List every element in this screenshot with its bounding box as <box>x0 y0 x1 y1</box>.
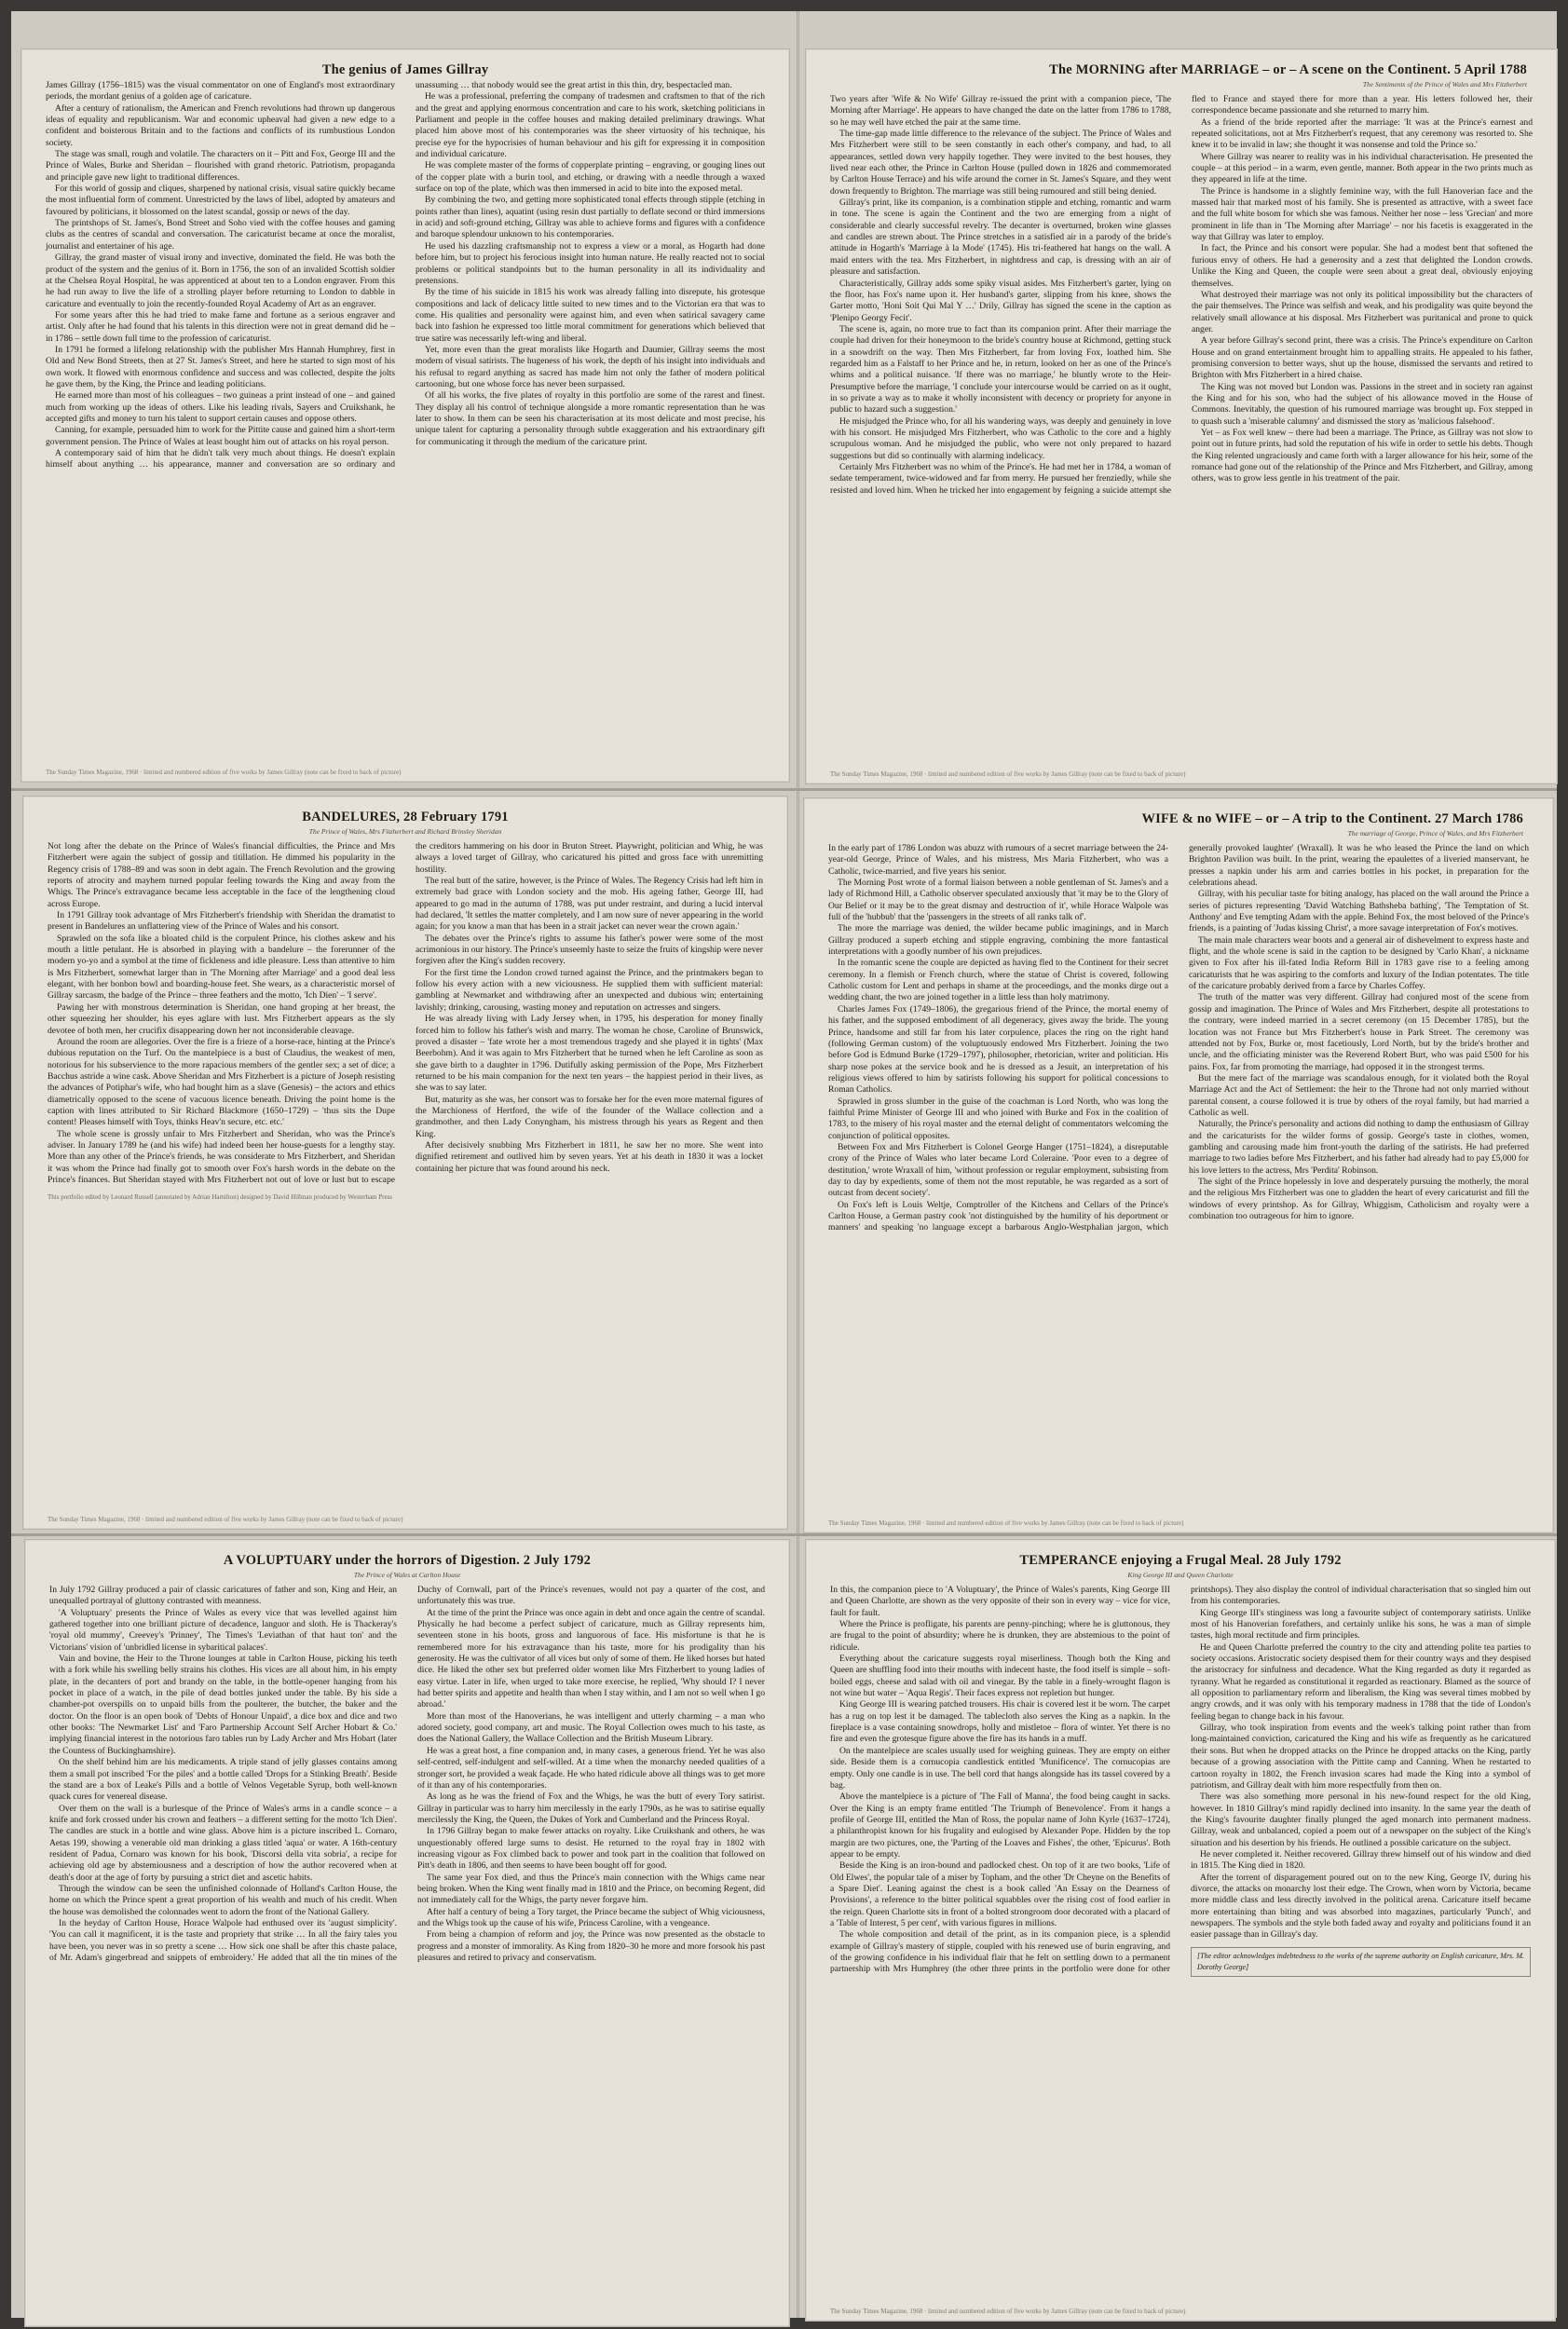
body-paragraph: Yet, more even than the great moralists like Hogarth and Daumier, Gillray seems the most modern of visual satirists. The hugeness of his work, the depth of his insight into individuals and his refusal to regard anything as sacred has made him not only the father of modern political cartooning, but one whose force has never been surpassed. <box>416 344 765 389</box>
body-paragraph: In 1791 he formed a lifelong relationship with the publisher Mrs Hannah Humphrey, first in Old and New Bond Streets, then at 27 St. James's Street, and here he started to sign most of his own work. It flowed with enormous confidence and success and was collected, despite the jolts he gave them, by the King, the Prince and leading politicians. <box>46 344 395 389</box>
editor-acknowledgement: [The editor acknowledges indebtedness to the works of the supreme authority on English caricature, Mrs. M. Dorothy George] <box>1191 1947 1531 1978</box>
body-paragraph: Naturally, the Prince's personality and actions did nothing to damp the enthusiasm of Gillray and the caricaturists for the wilder forms of gossip. George's taste in clothes, women, gambling and carousing made him front-youth the darling of the satirists. He had preferred marriage to two ladies before Mrs Fitzherbert, and his father had already had to pay £5,000 for his love letters to the actress, Mrs 'Perdita' Robinson. <box>1189 1119 1529 1176</box>
body-paragraph: He and Queen Charlotte preferred the country to the city and attending polite tea parties to society occasions. Aristocratic society despised them for their country ways and they despised the aristocracy for sinfulness and decadence. What the King regarded as duty it regarded as tyranny. What he regarded as constitutional it regarded as reactionary. Blamed as the source of all opposition to parliamentary reform and liberalism, the King was several times mobbed by angry crowds, and it was only with his temporary madness in 1788 that the tide of London's feeling began to change back in his favour. <box>1191 1641 1531 1722</box>
panel-footer: The Sunday Times Magazine, 1968 · limited and numbered edition of five works by James Gillray (note can be fixed to back of picture) <box>48 1516 403 1523</box>
body-paragraph: Everything about the caricature suggests royal miserliness. Though both the King and Queen are shuffling food into their mouths with indecent haste, the food itself is simple – soft-boiled eggs, cheese and salad with oil and vinegar. By the table in a finely-wrought flagon is not wine but water – 'Aqua Regis'. Their faces express not repletion but hunger. <box>830 1654 1170 1699</box>
panel-subtitle: The Sentiments of the Prince of Wales and Mrs Fitzherbert <box>1362 80 1527 89</box>
body-paragraph: Charles James Fox (1749–1806), the gregarious friend of the Prince, the mortal enemy of his father, and the supposed embodiment of all degeneracy, gives away the bride. The young Prince, handsome and still far from his later corpulence, places the ring on the right hand (following German custom) of the voluptuously endowed Mrs Fitzherbert. Joining the two before God is Edmund Burke (1729–1797), philosopher, rhetorician, writer and politician. His sharp nose pokes at the service book and he is dressed as a Jesuit, an interpretation of his religious views offered to him by satirists following his support for political concessions to Roman Catholics. <box>828 1003 1168 1096</box>
fold-crease-horizontal-top <box>11 788 1557 791</box>
body-paragraph: As a friend of the bride reported after the marriage: 'It was at the Prince's earnest and repeated solicitations, not at Mrs Fitzherbert's request, that any ceremony was resorted to. She knew it to be invalid in law; she thought it was nonsense and told the Prince so.' <box>1192 116 1533 151</box>
body-paragraph: After a century of rationalism, the American and French revolutions had thrown up dangerous ideas of equality and republicanism. War and economic upheaval had given a new edge to a confident and boisterous Britain and to the factions and conflicts of its rumbustious London society. <box>46 102 395 148</box>
body-paragraph: Yet – as Fox well knew – there had been a marriage. The Prince, as Gillray was not slow to point out in future prints, had sold the reputation of his wife in order to settle his debts. Though the King relented ungraciously and came forth with a larger allowance for his heir, some of the romance had gone out of the relationship of the Prince and Mrs Fitzherbert, and Gillray, among others, was to grow less gentle in his treatment of the pair. <box>1192 427 1533 484</box>
body-paragraph: He was a great host, a fine companion and, in many cases, a generous friend. Yet he was also self-centred, self-indulgent and self-willed. At a time when the monarchy needed qualities of a stronger sort, he provided a weak façade. He who hated ridicule above all things was to get more of it than any of his contemporaries. <box>417 1745 765 1791</box>
panel-body <box>49 1585 765 1964</box>
body-paragraph: Through the window can be seen the unfinished colonnade of Holland's Carlton House, the home on which the Prince spent a great proportion of his wealth and much of his credit. When the house was demolished the colonnades went to adorn the front of the National Gallery. <box>49 1883 397 1917</box>
panel-subtitle: The Prince of Wales, Mrs Fitzherbert and Richard Brinsley Sheridan <box>308 827 502 836</box>
body-paragraph: He misjudged the Prince who, for all his wandering ways, was deeply and genuinely in love with his consort. He misjudged Mrs Fitzherbert, who was Catholic to the core and a highly scrupulous woman. And he misjudged the public, who were not only prepared to hazard suggestions but did so continually with alarming indelicacy. <box>830 415 1171 461</box>
body-paragraph: Sprawled on the sofa like a bloated child is the corpulent Prince, his clothes askew and his mouth a little petulant. He is absorbed in playing with a bandelure – the forerunner of the modern yo-yo and a symbol at the time of fickleness and idle pleasure. Less than attentive to him is Mrs Fitzherbert, somewhat larger than in 'The Morning after Marriage' and a good deal less elegant, with her bonbon bowl and boarding-house feet. She wears, as a characteristic morsel of Gillray sarcasm, the badge of the Prince – three feathers and the motto, 'Ich Dien' – 'I serve'. <box>48 933 395 1001</box>
body-paragraph: Vain and bovine, the Heir to the Throne lounges at table in Carlton House, picking his teeth with a fork while his swelling belly strains his clothes. His vices are all about him, in his empty plate, in the decanters of port and brandy on the table, in the bottle-opener hanging from his pocket in place of a watch, in the pile of dead bottles junked under the table. By his side a chamber-pot overspills on to unpaid bills from the poulterer, the butcher, the baker and the doctor. On the floor is an open book of 'Debts of Honour Unpaid', a dice box and dice and two other books: 'The Newmarket List' and 'Faro Partnership Account Self Archer Hobart & Co.' implying financial interest in the notorious faro tables run by Lady Archer and Mrs Hobart (later the Countess of Buckinghamshire). <box>49 1654 397 1756</box>
body-paragraph: The King was not moved but London was. Passions in the street and in society ran against the King and for his son, who had the subject of his allowance moved in the House of Commons. Inevitably, the question of his rumoured marriage was brought up. Fox stepped in to quash such a 'miserable calumny' and dismissed the story as 'malicious falsehood'. <box>1192 381 1533 427</box>
body-paragraph: Of all his works, the five plates of royalty in this portfolio are some of the rarest and finest. They display all his control of technique alongside a more romantic representation than he was later to show. In them can be seen his characterisation at its most delicate and most precise, his unique talent for capturing a personality through subtle exaggeration and his extraordinary gift for communicating it through the medium of the caricature print. <box>416 390 765 447</box>
body-paragraph: But the mere fact of the marriage was scandalous enough, for it violated both the Royal Marriage Act and the Act of Settlement: the heir to the Throne had not only married without parental consent, a course followed it is true by others of the royal family, but had married a Catholic as well. <box>1189 1072 1529 1118</box>
body-paragraph: Characteristically, Gillray adds some spiky visual asides. Mrs Fitzherbert's garter, lying on the floor, has Fox's name upon it. Her husband's garter, slipping from his knee, shows the Garter motto, 'Honi Soit Qui Mal Y …' Drily, Gillray has signed the scene in the caption as 'Plenipo Georgy Fecit'. <box>830 278 1171 323</box>
body-paragraph: Gillray's print, like its companion, is a combination stipple and etching, romantic and warm in tone. The scene is again the Continent and the two are emerging from a night of considerable and clearly successful revelry. The decanter is overturned, broken wine glasses and candles are strewn about. The Prince stretches in a satisfied air in a parody of the bride's attitude in Hogarth's 'Marriage à la Mode' (1745). His tri-feathered hat hangs on the wall. A maid enters with the tea. Mrs Fitzherbert, in nightdress and cap, is dressing with an air of pleasure and satisfaction. <box>830 197 1171 278</box>
body-paragraph: Beside the King is an iron-bound and padlocked chest. On top of it are two books, 'Life of Old Elwes', the popular tale of a miser by Topham, and the other 'Dr Cheyne on the Benefits of a Spare Diet'. Leaning against the chest is a book called 'An Essay on the Dearness of Provisions', a reference to the bitter political squabbles over the rising cost of food earlier in the reign. Queen Charlotte sits in front of a bolted strongroom door decorated with a placard of a 'Table of Interest, 5 per cent', with various figures in millions. <box>830 1860 1170 1928</box>
portfolio-credit: This portfolio edited by Leonard Russell (annotated by Adrian Hamilton) designed by David Hillman produced by Westerham Press <box>48 1193 393 1202</box>
panel-subtitle: The Prince of Wales at Carlton House <box>353 1571 461 1579</box>
panel-title: The MORNING after MARRIAGE – or – A scene on the Continent. 5 April 1788 <box>1049 62 1527 77</box>
body-paragraph: He earned more than most of his colleagues – two guineas a print instead of one – and gained much from working up the ideas of others. Like his leading rivals, Sayers and Cruikshank, he accepted gifts and money to turn his talent to support certain causes and oppose others. <box>46 390 395 424</box>
panel-title: WIFE & no WIFE – or – A trip to the Continent. 27 March 1786 <box>1141 811 1523 826</box>
fold-crease-horizontal-bottom <box>11 1533 1557 1536</box>
panel-body <box>48 841 763 1204</box>
body-paragraph: In this, the companion piece to 'A Voluptuary', the Prince of Wales's parents, King George III and Queen Charlotte, are shown as the very opposite of their son in every way – vice for vice, fault for fault. <box>830 1585 1170 1618</box>
body-paragraph: The whole composition and detail of the print, as in its companion piece, is a splendid example of Gillray's mastery of stipple, coupled with his renewed use of burin engraving, and of the growing confidence in his individual flair that he felt on settling down to a permanent partnership with Mrs Humphrey (the other three prints in the portfolio were done for other printshops). They also display the control of individual characterisation that so singled him out from his contemporaries. <box>830 1585 1531 1975</box>
body-paragraph: A contemporary said of him that he didn't talk very much about things. He doesn't explain himself about anything … his appearance, manner and conversation are so ordinary and unassuming … that nobody would see the great artist in this thin, dry, bespectacled man. <box>46 80 732 470</box>
body-paragraph: A year before Gillray's second print, there was a crisis. The Prince's expenditure on Carlton House and on grand entertainment brought him to appalling straits. He appealed to his father, promising conversion to better ways, shut up the house, dismissed the servants and retired to Brighton with Mrs Fitzherbert in a hired chaise. <box>1192 335 1533 381</box>
body-paragraph: The sight of the Prince hopelessly in love and desperately pursuing the motherly, the moral and the religious Mrs Fitzherbert was one to gladden the heart of every caricaturist and fill the windows of every printshop. As for Gillray, Whiggism, Catholicism and royalty were a combination too outrageous for him to ignore. <box>1189 1176 1529 1221</box>
body-paragraph: The printshops of St. James's, Bond Street and Soho vied with the coffee houses and gaming clubs as the centres of scandal and conversation. The caricaturist became at once the moralist, journalist and entertainer of his age. <box>46 218 395 252</box>
body-paragraph: The real butt of the satire, however, is the Prince of Wales. The Regency Crisis had left him in extremely bad grace with London society and the mob. His ageing father, George III, had appeared to go mad in the autumn of 1788, was put under restraint, and during a lucid interval had declared, 'It settles the matter completely, and I am now sure of never appearing in the world again; for you know a man that has been in a strait jacket can never wear the crown again.' <box>416 876 763 933</box>
body-paragraph: 'A Voluptuary' presents the Prince of Wales as every vice that was levelled against him gathered together into one brilliant picture of decadence, languor and sloth. He is Thackeray's 'royal old mummy', Creevey's 'Prinney', The Times's 'Leviathan of that haut ton' and the Victorians' vision of 'unbridled license in sybaritical palaces'. <box>49 1607 397 1653</box>
body-paragraph: The scene is, again, no more true to fact than its companion print. After their marriage the couple had driven for their honeymoon to the bride's country house at Richmond, getting stuck in a snowdrift on the way. Then Mrs Fitzherbert, far from loving Fox, loathed him. She regarded him as a Falstaff to her Prince and he, in return, looked on her as one of the Prince's whims and a political nuisance. 'If there was no marriage,' he bluntly wrote to the Heir-Presumptive before the marriage, 'I conclude your intercourse would be carried on as it ought, in so private a way as to make it wholly inconsistent with decency or propriety for anyone in public to hazard such a suggestion.' <box>830 323 1171 415</box>
body-paragraph: More than most of the Hanoverians, he was intelligent and utterly charming – a man who adored society, good company, art and music. The Royal Collection owes much to his taste, as does the National Gallery, the Wallace Collection and the British Museum Library. <box>417 1710 765 1745</box>
panel-title: TEMPERANCE enjoying a Frugal Meal. 28 July 1792 <box>1019 1553 1342 1568</box>
body-paragraph: After the torrent of disparagement poured out on to the new King, George IV, during his divorce, the attacks on monarchy lost their edge. The Crown, when worn by Victoria, became more middle class and less directly involved in the political arena. Caricature itself became more entertaining than biting and was absorbed into magazines, particularly 'Punch', and newspapers. The symbols and the style both faded away and royalty and politicians found it an easier passage than in Gillray's day. <box>1191 1872 1531 1941</box>
body-paragraph: Gillray, who took inspiration from events and the week's talking point rather than from long-maintained conviction, caricatured the King and his wife as frequently as he caricatured their sons. But when he dropped attacks on the Prince he dropped attacks on the King, partly because of a growing association with the Pittite camp and Canning. When he restarted to cartoon royalty in 1802, the French invasion scares had made the King into a symbol of patriotism, and Gillray dealt with him more respectfully from then on. <box>1191 1723 1531 1791</box>
body-paragraph: The main male characters wear boots and a general air of dishevelment to express haste and flight, and the whole scene is said in the caption to be designed by 'Carlo Khan', a nickname given to Fox after his ill-fated India Reform Bill in 1783 gave rise to a feeling among caricaturists that he was aspiring to the comforts and luxury of the Indian potentates. The title of the caricature probably derived from a farce by Charles Coffey. <box>1189 934 1529 992</box>
body-paragraph: The Prince is handsome in a slightly feminine way, with the full Hanoverian face and the massed hair that marked most of his family. She is presented as attractive, with a sweet face and the full white bosom for which she was famous. Neither her nose – less 'Grecian' and more prominent in life than in 'The Morning after Marriage' – nor his facetis is exaggerated in the way that Gillray was later to employ. <box>1192 185 1533 243</box>
body-paragraph: The truth of the matter was very different. Gillray had conjured most of the scene from gossip and imagination. The Prince of Wales and Mrs Fitzherbert, despite all protestations to the contrary, were indeed married in a secret ceremony (on 15 December 1785), but the location was not France but Mrs Fitzherbert's house in Park Street. The ceremony was attended not by Fox, Burke or, most facetiously, Lord North, but by the bride's brother and uncle, and the officiating minister was the Reverend Robert Burt, who was paid £500 for his pains. Fox, far from promoting the marriage, had opposed it in the strongest terms. <box>1189 992 1529 1072</box>
body-paragraph: As long as he was the friend of Fox and the Whigs, he was the butt of every Tory satirist. Gillray in particular was to harry him mercilessly in the early 1790s, as he was to satirise equally mercilessly the King, the Queen, the Dukes of York and Cumberland and the Princess Royal. <box>417 1791 765 1825</box>
body-paragraph: The time-gap made little difference to the relevance of the subject. The Prince of Wales and Mrs Fitzherbert were still to be seen constantly in each other's company, and had, to all appearances, settled down very happily together. They were invited to the best houses, they lived near each other, the Prince in Carlton House (pulled down in 1826 and commemorated by Carlton House Terrace) and his wife around the corner in St. James's Square, and they went down frequently to Brighton. The marriage was still being rumoured and still being denied. <box>830 129 1171 197</box>
body-paragraph: For some years after this he had tried to make fame and fortune as a serious engraver and artist. Only after he had found that his talents in this direction were not in great demand did he – in 1786 – settle down full time to the profession of caricaturist. <box>46 309 395 344</box>
body-paragraph: Where Gillray was nearer to reality was in his individual characterisation. He presented the couple – at this period – in a warm, even gentle, manner. Both appear in the two prints much as they appeared in life at the time. <box>1192 151 1533 185</box>
panel-title: The genius of James Gillray <box>321 62 489 77</box>
body-paragraph: The debates over the Prince's rights to assume his father's power were some of the most acrimonious in our history. The Prince's unseemly haste to seize the fruits of kingship were never forgiven after the King's sudden recovery. <box>416 933 763 967</box>
body-paragraph: The Morning Post wrote of a formal liaison between a noble gentleman of St. James's and a lady of Richmond Hill, a Catholic observer speculated anxiously that 'it may be to the Glory of Our Belief or it may be to the great dismay and destruction of it', while Horace Walpole was full of the 'hubbub' that the 'passengers in the streets of all ranks talk of'. <box>828 878 1168 923</box>
body-paragraph: Two years after 'Wife & No Wife' Gillray re-issued the print with a companion piece, 'The Morning after Marriage'. He appears to have changed the date on the latter from 1786 to 1788, so he may well have etched the pair at the same time. <box>830 94 1171 128</box>
body-paragraph: On the shelf behind him are his medicaments. A triple stand of jelly glasses contains among them a small pot inscribed 'For the piles' and a bottle called 'Drops for a Stinking Breath'. Beside the stand are a box of Leake's Pills and a bottle of Velnos Vegetable Syrup, both well-known quack cures for venereal disease. <box>49 1757 397 1803</box>
body-paragraph: He never completed it. Neither recovered. Gillray threw himself out of his window and died in 1815. The King died in 1820. <box>1191 1848 1531 1872</box>
body-paragraph: Over them on the wall is a burlesque of the Prince of Wales's arms in a candle sconce – a knife and fork crossed under his crown and feathers – a different setting for the motto 'Ich Dien'. The candles are stuck in a bottle and wine glass. Above him is a picture inscribed L. Cornaro, Aetas 199, showing a venerable old man drinking a glass titled 'aqua' or water. A 16th-century resident of Padua, Cornaro was known for his book, 'Discorsi della vita sobria', a recipe for achieving old age by abstemiousness and a description of how the author recovered when at death's door at the age of forty by pursuing a strict diet and ascetic habits. <box>49 1803 397 1883</box>
body-paragraph: Certainly Mrs Fitzherbert was no whim of the Prince's. He had met her in 1784, a woman of sedate temperament, twice-widowed and far from merry. He pursued her frenziedly, while she resisted and loved him. When he tricked her into engagement by feigning a suicide attempt she fled to France and stayed there for more than a year. His letters followed her, their correspondence became passionate and she returned to marry him. <box>830 94 1533 496</box>
panel-subtitle: King George III and Queen Charlotte <box>1127 1571 1234 1579</box>
body-paragraph: In fact, the Prince and his consort were popular. She had a modest bent that softened the furious envy of others. He had a generosity and a zest that delighted the London crowds. Unlike the King and Queen, the couple were seen about a great deal, obviously enjoying themselves. <box>1192 243 1533 289</box>
body-paragraph: Canning, for example, persuaded him to work for the Pittite cause and gained him a short-term government pension. The Prince of Wales at least bought him out of attacks on his royal person. <box>46 425 395 447</box>
body-paragraph: On the mantelpiece are scales usually used for weighing guineas. They are empty on either side. Beside them is a cornucopia candlestick entitled 'Munificence'. The cornucopias are empty. Only one candle is in use. The bell cord that hangs alongside has its tassel covered by a bag. <box>830 1745 1170 1791</box>
body-paragraph: There was also something more personal in his new-found respect for the old King, however. In 1810 Gillray's mind rapidly declined into insanity. In the same year the death of the King's favourite daughter finally plunged the aged monarch into permanent madness. Gillray, weak and unbalanced, copied a poem out of a newspaper on the subject of the King's situation and his desertion by his friends. He outlined a possible caricature on the subject. <box>1191 1791 1531 1848</box>
body-paragraph: Pawing her with monstrous determination is Sheridan, one hand groping at her breast, the other squeezing her shoulder, his eyes aglare with lust. Mrs Fitzherbert appears as the sly devotee of both men, her crucifix disappearing down her not inconsiderable cleavage. <box>48 1001 395 1036</box>
body-paragraph: James Gillray (1756–1815) was the visual commentator on one of England's most extraordinary periods, the mordant genius of a golden age of caricature. <box>46 80 395 102</box>
body-paragraph: In the romantic scene the couple are depicted as having fled to the Continent for their secret ceremony. In a flemish or French church, where the statue of Christ is covered, following Catholic custom for Lent and perhaps in shame at the proceedings, and the monks dirge out a wedding chant, the two are joined together in a little less than holy matrimony. <box>828 958 1168 1003</box>
body-paragraph: Not long after the debate on the Prince of Wales's financial difficulties, the Prince and Mrs Fitzherbert were again the subject of gossip and titillation. He dimmed his popularity in the Regency crisis of 1788–89 and was soon in debt again. The French Revolution and the growing reports of atrocity and mayhem turned popular feeling towards the King and away from the Whigs. The Prince's extravagance became less acceptable in the face of the lengthening cloud across Europe. <box>48 841 395 909</box>
body-paragraph: After decisively snubbing Mrs Fitzherbert in 1811, he saw her no more. She went into dignified retirement and outlived him by seven years. Yet at his death in 1830 it was a locket containing her picture that was found around his neck. <box>416 1139 763 1174</box>
panel-wife-and-no-wife <box>803 797 1554 1533</box>
panel-title: BANDELURES, 28 February 1791 <box>302 810 509 824</box>
panel-subtitle: The marriage of George, Prince of Wales, and Mrs Fitzherbert <box>1347 829 1523 838</box>
panel-bandelures <box>22 796 788 1530</box>
body-paragraph: Between Fox and Mrs Fitzherbert is Colonel George Hanger (1751–1824), a disreputable crony of the Prince of Wales who later became Lord Coleraine. 'Poor even to a degree of destitution,' wrote Wraxall of him, 'without profession or regular employment, subsisting from day to day by expedients, some of them not the most reputable, he was regarded as a sort of outcast from decent society'. <box>828 1141 1168 1199</box>
body-paragraph: On Fox's left is Louis Weltje, Comptroller of the Kitchens and Cellars of the Prince's Carlton House, a German pastry cook 'not distinguished by the humility of his deportment or manners' and speaking 'no language except a barbarous Anglo-Westphalian jargon, which generally provoked laughter' (Wraxall). It was he who leased the Prince the land on which Brighton Pavilion was built. In the print, wearing the epaulettes of a liveried manservant, he presses a napkin under his arm and carries bottles in his pocket, in preparation for the celebrations ahead. <box>828 843 1529 1233</box>
body-paragraph: Gillray, the grand master of visual irony and invective, dominated the field. He was both the product of the system and the genius of it. Born in 1756, the son of an invalided Scottish soldier at the Chelsea Royal Hospital, he was apprenticed at about ten to a London engraver. From this he had run away to live the life of a strolling player before returning to London to dabble in caricature and eventually to join the recently-founded Royal Academy of Art as an engraver. <box>46 252 395 309</box>
body-paragraph: From being a champion of reform and joy, the Prince was now presented as the obstacle to progress and a monster of immorality. As King from 1820–30 he more and more forsook his past pleasures and retired to privacy and conservatism. <box>417 1929 765 1963</box>
panel-genius-of-gillray <box>20 48 790 783</box>
body-paragraph: King George III's stinginess was long a favourite subject of contemporary satirists. Unlike most of his Hanoverian forefathers, and certainly unlike his sons, he was a man of simple tastes, high moral rectitude and firm principles. <box>1191 1607 1531 1641</box>
panel-footer: The Sunday Times Magazine, 1968 · limited and numbered edition of five works by James Gillray (note can be fixed to back of picture) <box>828 1519 1184 1527</box>
body-paragraph: The whole scene is grossly unfair to Mrs Fitzherbert and Sheridan, who was the Prince's adviser. In January 1789 he (and his wife) had indeed been her house-guests for a lengthy stay. More than any other of the Prince's friends, he was considerate to Mrs Fitzherbert, and Sheridan it was whom the Prince had finally got to smooth over Fox's harsh words in the debate on the Prince's finances. But Sheridan stayed with Mrs Fitzherbert not out of love or lust but to escape the creditors hammering on his door in Bruton Street. Playwright, politician and Whig, he was always a loved target of Gillray, who caricatured his pitted and gross face with unremitting hostility. <box>48 841 763 1185</box>
body-paragraph: Above the mantelpiece is a picture of 'The Fall of Manna', the food being caught in sacks. Over the King is an empty frame entitled 'The Triumph of Benevolence'. From it hangs a profile of George III, entitled the Man of Ross, the popular name of John Kyrle (1637–1724), a philanthropist known for his frugality and eulogised by Alexander Pope. Hidden by the top margin are two pictures, one, the 'Parting of the Loaves and Fishes', the other, 'Epicurus'. Both appear to be empty. <box>830 1791 1170 1859</box>
body-paragraph: In the early part of 1786 London was abuzz with rumours of a secret marriage between the 24-year-old George, Prince of Wales, and his mistress, Mrs Maria Fitzherbert, who was a Catholic, twice-married, and five years his senior. <box>828 843 1168 877</box>
panel-morning-after-marriage <box>805 48 1558 784</box>
body-paragraph: What destroyed their marriage was not only its political impossibility but the characters of the pair themselves. The Prince was selfish and weak, and his prodigality was quite beyond the relatively small allowance at his disposal. Mrs Fitzherbert was puritanical and prone to quick anger. <box>1192 289 1533 334</box>
fold-crease-vertical <box>797 11 799 2318</box>
body-paragraph: He used his dazzling craftsmanship not to express a view or a moral, as Hogarth had done before him, but to project his ferocious insight into human nature. He really reacted not to social problems or political standpoints but to the human personality in all its individuality and pretensions. <box>416 240 765 286</box>
panel-title: A VOLUPTUARY under the horrors of Digestion. 2 July 1792 <box>223 1553 592 1568</box>
panel-body <box>830 94 1533 497</box>
panel-footer: The Sunday Times Magazine, 1968 · limited and numbered edition of five works by James Gillray (note can be fixed to back of picture) <box>830 770 1186 778</box>
body-paragraph: The stage was small, rough and volatile. The characters on it – Pitt and Fox, George III and the Prince of Wales, Burke and Sheridan – flourished with grand rhetoric. Patriotism, propaganda and principle gave new light to traditional differences. <box>46 149 395 183</box>
panel-temperance <box>805 1539 1556 2322</box>
body-paragraph: King George III is wearing patched trousers. His chair is covered lest it be worn. The carpet has a rug on top lest it be damaged. The tablecloth also serves the King as a napkin. In the fireplace is a vase containing snowdrops, holly and mistletoe – flora of winter. Yet there is no fire and even the grotesque figure above the fire has its hands in a muff. <box>830 1699 1170 1745</box>
panel-footer: The Sunday Times Magazine, 1968 · limited and numbered edition of five works by James Gillray (note can be fixed to back of picture) <box>830 2308 1186 2315</box>
body-paragraph: He was complete master of the forms of copperplate printing – engraving, or gouging lines out of the copper plate with a burin tool, and etching, or drawing with a needle through a waxed surface on top of the plate, which was then immersed in acid to bite into the exposed metal. <box>416 160 765 195</box>
body-paragraph: He was already living with Lady Jersey when, in 1795, his desperation for money finally forced him to follow his father's wish and marry. The woman he chose, Caroline of Brunswick, proved a disaster – 'fate wrote her a most tremendous tragedy and she played it in tights' (Max Beerbohm). And it was again to Mrs Fitzherbert that he turned when he left Caroline as soon as she gave birth to a daughter in 1796. Dutifully asking permission of the Pope, Mrs Fitzherbert returned to be his main companion for the next ten years – the happiest period in their lives, as she was to say later. <box>416 1014 763 1094</box>
body-paragraph: For this world of gossip and cliques, sharpened by national crisis, visual satire quickly became the most influential form of comment. Unrestricted by the laws of libel, adopted by amateurs and favoured by politicians, it blossomed on the latest scandal, gossip or news of the day. <box>46 184 395 217</box>
panel-body <box>46 80 765 471</box>
body-paragraph: In 1791 Gillray took advantage of Mrs Fitzherbert's friendship with Sheridan the dramatist to present in Bandelures an unflattering view of the Prince of Wales and his consort. <box>48 910 395 933</box>
body-paragraph: At the time of the print the Prince was once again in debt and once again the centre of scandal. Physically he had become a perfect subject of caricature, much as Gillray represents him, seventeen stone in his boots, gross and languorous of face. His misfortune is that he is remembered more for his extravagance than his taste, more for his prodigality than his generosity. He was the cultivator of all vices but only of some of them. He liked horses but hated dice. He liked the other sex but preferred older women like Mrs Fitzherbert to young ladies of easy virtue. Later in life, when urged to take more exercise, he replied, 'Why should I? I never had better spirits and appetite and health than when I stay within, and I am not so well when I go abroad.' <box>417 1607 765 1710</box>
body-paragraph: Sprawled in gross slumber in the guise of the coachman is Lord North, who was long the faithful Prime Minister of George III and who joined with Burke and Fox in the coalition of 1783, to the misery of his royal master and the eternal delight of commentators welcoming the conjunction of political opposites. <box>828 1096 1168 1141</box>
panel-footer: The Sunday Times Magazine, 1968 · limited and numbered edition of five works by James Gillray (note can be fixed to back of picture) <box>46 769 402 776</box>
panel-body <box>828 843 1529 1234</box>
body-paragraph: In 1796 Gillray began to make fewer attacks on royalty. Like Cruikshank and others, he was unquestionably offered large sums to desist. He returned to the royal fray in 1802 with increasing vigour as Fox climbed back to power and took part in the coalition that followed on Pitt's death in 1806, and then seems to have been bought off for good. <box>417 1826 765 1872</box>
body-paragraph: In the heyday of Carlton House, Horace Walpole had enthused over its 'august simplicity'. 'You can call it magnificent, it is the taste and propriety that strike … In all the fairy tales you have been, you never was in so pretty a scene … How sick one shall be after this chaste palace, of Mr. Adam's gingerbread and snippets of embroidery.' He added that all the tin mines of the Duchy of Cornwall, part of the Prince's revenues, would not pay a quarter of the cost, and unfortunately this was true. <box>49 1585 765 1963</box>
body-paragraph: The more the marriage was denied, the wilder became public imaginings, and in March Gillray produced a superb etching and stipple engraving, combining the more fantastical interpretations with a goodly number of his own prejudices. <box>828 923 1168 958</box>
panel-body <box>830 1585 1531 1977</box>
body-paragraph: Where the Prince is profligate, his parents are penny-pinching; where he is gluttonous, they are frugal to the point of absurdity; where he is drunken, they are abstemious to the point of ridicule. <box>830 1619 1170 1653</box>
body-paragraph: After half a century of being a Tory target, the Prince became the subject of Whig viciousness, and the Whigs took up the cause of his wife, Princess Caroline, with a vengeance. <box>417 1906 765 1928</box>
body-paragraph: For the first time the London crowd turned against the Prince, and the printmakers began to follow his every action with a new viciousness. He supplied them with sufficient material: gambling at Newmarket and withdrawing after an unexpected and dubious win; entertaining lavishly; drinking, carousing, wasting money and reputation on actresses and singers. <box>416 967 763 1013</box>
body-paragraph: He was a professional, preferring the company of tradesmen and craftsmen to that of the rich and the great and applying enormous concentration and care to his work, sketching politicians in Parliament and people in the coffee houses and making detailed preliminary drawings. What placed him above most of his contemporaries was the sheer virtuosity of his technique, his precise eye for the hypocrisies of human behaviour and his gift for expressing it in composition and individual caricature. <box>416 91 765 160</box>
panel-voluptuary <box>24 1539 790 2327</box>
body-paragraph: In July 1792 Gillray produced a pair of classic caricatures of father and son, King and Heir, an unequalled portrayal of gluttony contrasted with meanness. <box>49 1585 397 1607</box>
body-paragraph: But, maturity as she was, her consort was to forsake her for the even more maternal figures of the Marchioness of Hertford, the wife of the founder of the Wallace collection and a grandmother, and then Lady Conyngham, his mistress through his years as Regent and then King. <box>416 1094 763 1139</box>
body-paragraph: The same year Fox died, and thus the Prince's main connection with the Whigs came near being broken. When the King went finally mad in 1810 and the Prince, on becoming Regent, did not immediately call for the Whigs, the party never forgave him. <box>417 1872 765 1906</box>
body-paragraph: Gillray, with his peculiar taste for biting analogy, has placed on the wall around the Prince a series of pictures representing 'David Watching Bathsheba bathing', 'The Temptation of St. Anthony' and Eve tempting Adam with the apple. Behind Fox, the most beloved of the Prince's friends, is a painting of 'Judas kissing Christ', a more savage interpretation of Fox's motives. <box>1189 889 1529 934</box>
portfolio-sheet <box>11 11 1557 2318</box>
body-paragraph: By combining the two, and getting more sophisticated tonal effects through stipple (etching in points rather than lines), aquatint (using resin dust partially to deflate second or third immersions in acid) and soft-ground etching, Gillray was able to achieve forms and figures with a confidence and baroque splendour unknown to his contemporaries. <box>416 195 765 240</box>
body-paragraph: By the time of his suicide in 1815 his work was already falling into disrepute, his grotesque compositions and lack of delicacy little suited to new times and to the Victorian era that was to come. His qualities and personality were against him, and even when satirical savagery came back into fashion he expressed too little moral commitment for generations which believed that true satire was necessarily left-wing and liberal. <box>416 287 765 344</box>
body-paragraph: Around the room are allegories. Over the fire is a frieze of a horse-race, hinting at the Prince's dubious reputation on the Turf. On the mantelpiece is a bust of Claudius, the weakest of men, notorious for his subservience to the more rapacious members of the gentler sex; a set of dice; a Bacchus astride a wine cask. Above Sheridan and Mrs Fitzherbert is a picture of Joseph resisting the advances of Potiphar's wife, who had bought him as a slave (Genesis) – the actors and ethics diametrically opposed to the scene of vacuous licence beneath. Driving the point home is the caption with lines attributed to Sir Richard Blackmore (1650–1729) – 'thus sits the Dupe content! Pleases himself with Toys, thinks Heav'n secure, etc. etc.' <box>48 1036 395 1128</box>
